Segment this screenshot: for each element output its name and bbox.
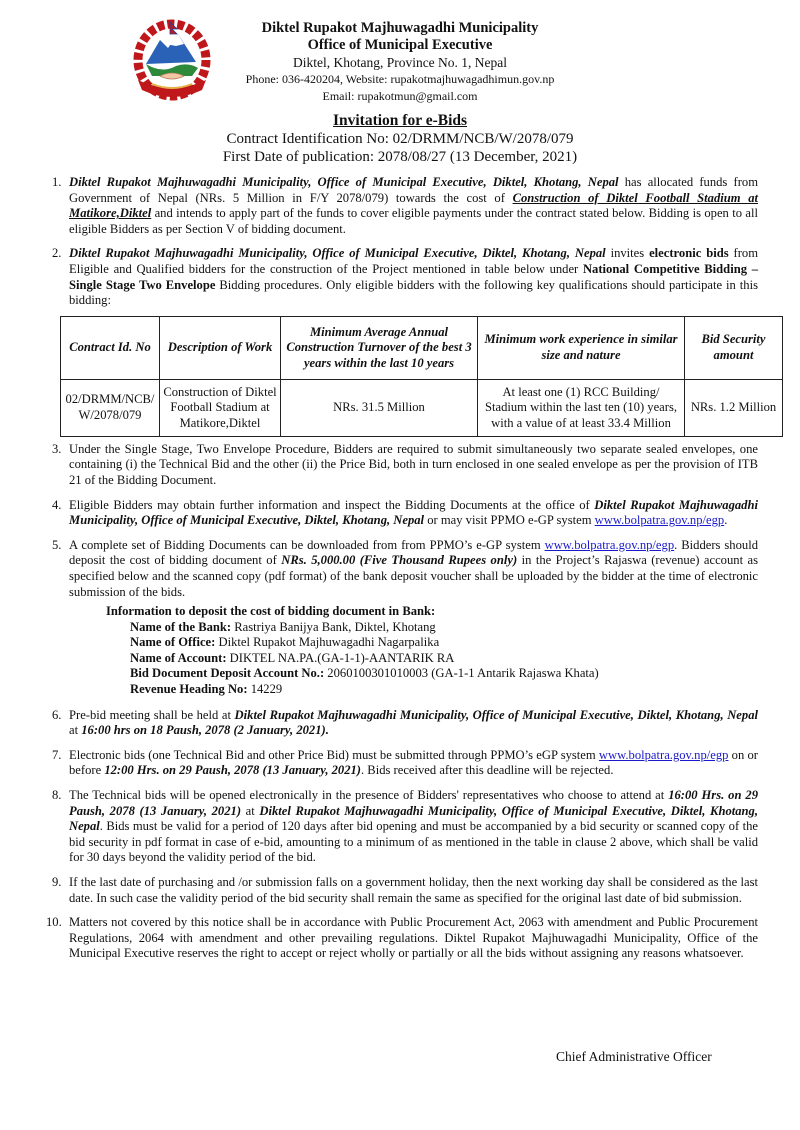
document-fee: NRs. 5,000.00 (Five Thousand Rupees only) [281, 553, 518, 568]
clause-text: A complete set of Bidding Documents can be downloaded from from PPMO’s e-GP system [69, 537, 545, 552]
clause-number: 1. [52, 175, 62, 189]
clause-text: . Bids received after this deadline will be rejected. [361, 763, 614, 778]
table-cell: NRs. 1.2 Million [685, 380, 783, 437]
clause-text: Electronic bids (one Technical Bid and other Price Bid) must be submitted through PPMO’s eGP system [69, 747, 599, 762]
clause-text: Diktel Rupakot Majhuwagadhi Municipality, Office of Municipal Executive, Diktel, Khotang, Nepal [69, 497, 758, 528]
clause-text: Diktel Rupakot Majhuwagadhi Municipality, Office of Municipal Executive, Diktel, Khotang, Nepal [69, 803, 758, 834]
table-cell: NRs. 31.5 Million [281, 380, 478, 437]
column-header: Minimum work experience in similar size and nature [478, 317, 685, 380]
office-address: Diktel, Khotang, Province No. 1, Nepal [292, 55, 508, 70]
clause-number: 10. [46, 915, 62, 930]
clause-text: If the last date of purchasing and /or submission falls on a government holiday, then the next working day shall be considered as the last date. In such case the validity period of the bid security shall remain the same as specified for the original last date of bid submission. [69, 875, 758, 905]
nepal-emblem-icon [132, 18, 212, 102]
clause-number: 5. [52, 537, 62, 552]
table-cell: Construction of Diktel Football Stadium at Matikore,Diktel [160, 380, 281, 437]
clause-text: at [69, 723, 82, 738]
opening-datetime: 16:00 Hrs. on 29 Paush, 2078 (13 January, 2021) [69, 788, 758, 818]
column-header: Bid Security amount [685, 317, 783, 380]
column-header: Description of Work [160, 317, 281, 380]
bank-label: Name of Office: [130, 635, 216, 650]
clause-text: from Eligible and Qualified bidders for the construction of the Project mentioned in table below under [69, 246, 758, 276]
egp-link[interactable]: www.bolpatra.gov.np/egp [598, 747, 729, 762]
clause-number: 3. [52, 441, 62, 456]
column-header: Contract Id. No [61, 317, 160, 380]
clause-number: 8. [52, 788, 62, 803]
letterhead [220, 20, 580, 105]
clause-3 [40, 442, 758, 489]
clause-text: at [241, 803, 260, 818]
clause-text: invites [605, 246, 650, 261]
clause-5 [40, 538, 758, 600]
office-contact: Phone: 036-420204, Website: rupakotmajhuwagadhimun.gov.np [245, 72, 555, 86]
signatory-title: Chief Administrative Officer [556, 1049, 712, 1064]
clause-number: 7. [52, 747, 62, 762]
bank-row [106, 666, 758, 682]
bank-info-heading: Information to deposit the cost of bidding document in Bank: [106, 604, 436, 619]
clause-text: . Bidders should deposit the cost of bidding document of [69, 537, 758, 568]
submission-deadline: 12:00 Hrs. on 29 Paush, 2078 (13 January, 2021) [104, 763, 361, 778]
clause-8 [40, 788, 758, 866]
table-row [61, 380, 783, 437]
table-cell: 02/DRMM/NCB/W/2078/079 [61, 380, 160, 437]
bank-row [106, 635, 758, 651]
bank-row [106, 682, 758, 698]
clause-text: or may visit PPMO e-GP system [424, 513, 595, 528]
publication-date: First Date of publication: 2078/08/27 (13 December, 2021) [222, 149, 578, 165]
clause-text: Diktel Rupakot Majhuwagadhi Municipality, Office of Municipal Executive, Diktel, Khotang, Nepal [234, 707, 758, 722]
bank-value: 14229 [247, 682, 283, 697]
clause-2 [40, 246, 758, 308]
bank-label: Revenue Heading No: [130, 682, 248, 697]
clause-number: 2. [52, 246, 62, 261]
bank-label: Bid Document Deposit Account No.: [130, 666, 325, 681]
clause-text: The Technical bids will be opened electronically in the presence of Bidders' representatives who choose to attend at [69, 788, 669, 803]
table-cell: At least one (1) RCC Building/ Stadium within the last ten (10) years, with a value of at least 33.4 Million [478, 380, 685, 437]
clause-1 [40, 175, 758, 237]
bank-value: Rastriya Banijya Bank, Diktel, Khotang [231, 619, 436, 634]
clause-text: on or before [69, 747, 758, 778]
clause-text: in the Project’s Rajaswa (revenue) account as specified below and the scanned copy (pdf format) of the bank deposit voucher shall be uploaded by the bidder at the time of electronic submission of the bids. [69, 553, 759, 599]
office-name: Office of Municipal Executive [307, 37, 493, 53]
egp-link[interactable]: www.bolpatra.gov.np/egp [544, 537, 675, 552]
clause-4 [40, 498, 758, 529]
bank-label: Name of Account: [130, 650, 227, 665]
egp-link[interactable]: www.bolpatra.gov.np/egp [594, 513, 725, 528]
qualification-table [60, 316, 783, 437]
clause-number: 6. [52, 707, 62, 722]
clause-text: and intends to apply part of the funds to cover eligible payments under the contract stated below. Bidding is open to all eligible Bidders as per Section V of bidding document. [69, 206, 758, 236]
clause-text: Diktel Rupakot Majhuwagadhi Municipality, Office of Municipal Executive, Diktel, Khotang, Nepal [69, 246, 606, 261]
clause-number: 9. [52, 875, 62, 889]
clause-7 [40, 748, 758, 779]
office-email: Email: rupakotmun@gmail.com [322, 89, 478, 103]
clause-number: 4. [52, 497, 62, 512]
bank-row [106, 620, 758, 636]
bank-info [106, 604, 758, 698]
clause-text: . Bids must be valid for a period of 120 days after bid opening and must be accompanied by a bid security or scanned copy of the bid security in pdf format in case of e-bid, amounting to a minimum of as mentioned in the table in clause 2 above, which shall be valid for 30 days beyond the validity period of the bid. [69, 819, 758, 865]
bank-label: Name of the Bank: [130, 619, 232, 634]
clause-text: . [724, 513, 728, 528]
column-header: Minimum Average Annual Construction Turnover of the best 3 years within the last 10 years [281, 317, 478, 380]
clause-text: Pre-bid meeting shall be held at [69, 707, 235, 722]
bank-value: Diktel Rupakot Majhuwagadhi Nagarpalika [215, 635, 440, 650]
clause-6 [40, 708, 758, 739]
contract-id: Contract Identification No: 02/DRMM/NCB/W/2078/079 [226, 131, 574, 147]
bank-value: DIKTEL NA.PA.(GA-1-1)-AANTARIK RA [226, 650, 455, 665]
clause-text: electronic bids [649, 246, 729, 261]
organization-name: Diktel Rupakot Majhuwagadhi Municipality [261, 20, 539, 36]
prebid-datetime: 16:00 hrs on 18 Paush, 2078 (2 January, 2021). [81, 723, 329, 738]
clause-text: National Competitive Bidding – Single Stage Two Envelope [69, 261, 758, 292]
bank-row [106, 651, 758, 667]
project-name: Construction of Diktel Football Stadium at Matikore,Diktel [69, 190, 758, 221]
notice-title: Invitation for e-Bids [332, 112, 468, 129]
bank-value: 2060100301010003 (GA-1-1 Antarik Rajaswa Khata) [324, 666, 599, 681]
clause-text: Eligible Bidders may obtain further information and inspect the Bidding Documents at the office of [69, 497, 595, 512]
clause-list [40, 175, 758, 971]
clause-text: has allocated funds from Government of Nepal (NRs. 5 Million in F/Y 2078/079) towards the cost of [69, 175, 758, 205]
table-header-row [61, 317, 783, 380]
clause-text: Matters not covered by this notice shall be in accordance with Public Procurement Act, 2063 with amendment and Public Procurement Regulations, 2064 with amendment and other prevailing regulations. Diktel Rupakot Majhuwagadhi Municipality, Office of the Municipal Executive reserves the right to accept or reject wholly or partially or all the bids without assigning any reasons whatsoever. [69, 915, 758, 961]
clause-text: Bidding procedures. Only eligible bidders with the following key qualifications should participate in this bidding: [69, 277, 758, 308]
clause-9 [40, 875, 758, 906]
notice-heading [0, 112, 800, 166]
clause-text: Under the Single Stage, Two Envelope Procedure, Bidders are required to submit simultaneously two separate sealed envelopes, one containing (i) the Technical Bid and the other (ii) the Price Bid, both in turn enclosed in one sealed envelope as per the provision of ITB 21 of the Bidding Document. [69, 441, 758, 487]
clause-10 [40, 915, 758, 962]
clause-text: Diktel Rupakot Majhuwagadhi Municipality, Office of Municipal Executive, Diktel, Khotang, Nepal [69, 175, 619, 189]
